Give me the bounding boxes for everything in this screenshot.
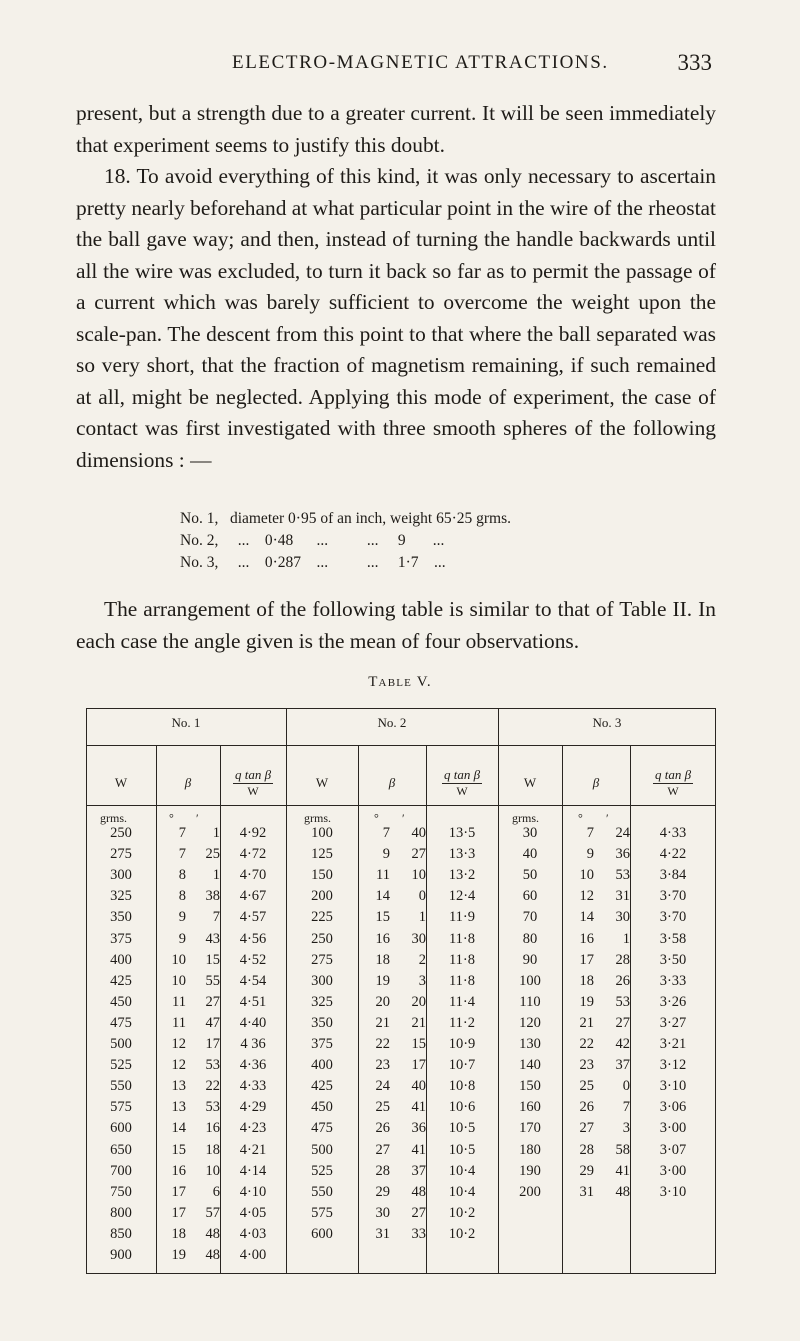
unit-min-3: ′ (606, 811, 609, 825)
cell-no2-w: 325 (311, 993, 333, 1010)
unit-grms-3: grms. (512, 811, 539, 825)
cell-no3-ratio: 3·70 (659, 909, 687, 926)
cell-no3-w: 60 (522, 888, 538, 905)
cell-no2-min: 41 (411, 1141, 426, 1158)
cell-no1-min: 17 (205, 1036, 220, 1052)
cell-no3-w: 90 (522, 951, 538, 968)
cell-no1-ratio: 4·33 (239, 1078, 267, 1095)
group-head-no3: No. 3 (592, 715, 622, 730)
cell-no1-min: 53 (205, 1099, 220, 1116)
cell-no1-ratio: 4·05 (239, 1204, 267, 1221)
cell-no2-ratio: 13·5 (448, 825, 476, 841)
cell-no2-deg: 16 (375, 930, 390, 947)
cell-no3-min: 36 (615, 846, 630, 863)
cell-no2-w: 550 (311, 1183, 333, 1200)
data-table (86, 708, 716, 1274)
cell-no1-w: 375 (110, 930, 132, 947)
cell-no2-ratio: 10·6 (448, 1099, 476, 1116)
cell-no2-ratio: 12·4 (448, 888, 476, 905)
cell-no1-deg: 15 (171, 1141, 186, 1158)
cell-no3-deg: 28 (579, 1141, 594, 1158)
cell-no2-min: 3 (418, 972, 426, 989)
dimension-row-2: No. 2, ... 0·48 ... ... 9 ... (180, 532, 445, 549)
cell-no1-min: 43 (205, 930, 220, 947)
cell-no3-w: 170 (519, 1120, 541, 1137)
cell-no2-w: 400 (311, 1057, 333, 1074)
ratio-denominator-3: W (667, 784, 679, 798)
cell-no2-deg: 23 (375, 1057, 390, 1074)
cell-no1-deg: 10 (171, 951, 186, 968)
col-head-w-3: W (523, 775, 537, 790)
cell-no1-min: 15 (205, 951, 220, 968)
cell-no1-deg: 9 (178, 909, 186, 926)
cell-no1-ratio: 4·23 (239, 1120, 267, 1137)
cell-no2-min: 40 (411, 825, 426, 841)
cell-no1-w: 500 (110, 1036, 132, 1052)
cell-no2-w: 150 (311, 867, 333, 884)
cell-no1-deg: 17 (171, 1183, 186, 1200)
cell-no2-deg: 26 (375, 1120, 390, 1137)
cell-no1-min: 53 (205, 1057, 220, 1074)
cell-no2-w: 475 (311, 1120, 333, 1137)
cell-no3-w: 180 (519, 1141, 541, 1158)
cell-no2-ratio: 10·5 (448, 1141, 476, 1158)
cell-no3-min: 0 (622, 1078, 630, 1095)
cell-no2-w: 100 (311, 825, 333, 841)
cell-no1-min: 57 (205, 1204, 220, 1221)
cell-no1-deg: 8 (178, 867, 186, 884)
ratio-numerator-1: q tan β (234, 767, 272, 782)
cell-no2-w: 250 (311, 930, 333, 947)
col-head-ratio-2 (426, 767, 498, 799)
cell-no3-deg: 12 (579, 888, 594, 905)
cell-no1-w: 425 (110, 972, 132, 989)
cell-no2-min: 17 (411, 1057, 426, 1074)
cell-no1-ratio: 4·92 (239, 825, 267, 841)
unit-deg-1: ° (169, 811, 174, 825)
cell-no3-ratio: 3·27 (659, 1014, 687, 1031)
cell-no2-min: 27 (411, 1204, 426, 1221)
cell-no2-min: 27 (411, 846, 426, 863)
cell-no2-ratio: 11·9 (448, 909, 476, 926)
cell-no3-min: 53 (615, 993, 630, 1010)
cell-no1-min: 7 (212, 909, 220, 926)
unit-deg-3: ° (578, 811, 583, 825)
cell-no3-w: 30 (522, 825, 538, 841)
cell-no3-min: 7 (622, 1099, 630, 1116)
cell-no2-min: 0 (418, 888, 426, 905)
unit-grms-1: grms. (100, 811, 127, 825)
cell-no1-ratio: 4·54 (239, 972, 267, 989)
cell-no1-ratio: 4·51 (239, 993, 267, 1010)
col-head-beta-3: β (592, 775, 600, 790)
col-head-w-1: W (114, 775, 128, 790)
cell-no3-deg: 25 (579, 1078, 594, 1095)
cell-no2-min: 10 (411, 867, 426, 884)
cell-no1-w: 325 (110, 888, 132, 905)
cell-no2-deg: 14 (375, 888, 390, 905)
cell-no2-w: 600 (311, 1225, 333, 1242)
cell-no2-min: 21 (411, 1014, 426, 1031)
cell-no3-ratio: 3·06 (659, 1099, 687, 1116)
cell-no2-deg: 18 (375, 951, 390, 968)
cell-no1-min: 1 (212, 825, 220, 841)
dimension-row-1: No. 1, diameter 0·95 of an inch, weight 65·25 grms. (180, 510, 512, 527)
cell-no1-min: 22 (205, 1078, 220, 1095)
cell-no3-ratio: 3·00 (659, 1162, 687, 1179)
cell-no3-ratio: 3·00 (659, 1120, 687, 1137)
cell-no2-deg: 30 (375, 1204, 390, 1221)
cell-no2-deg: 27 (375, 1141, 390, 1158)
cell-no3-deg: 10 (579, 867, 594, 884)
cell-no1-w: 650 (110, 1141, 132, 1158)
cell-no1-w: 550 (110, 1078, 132, 1095)
cell-no1-deg: 18 (171, 1225, 186, 1242)
cell-no3-ratio: 4·22 (659, 846, 687, 863)
cell-no2-w: 200 (311, 888, 333, 905)
cell-no2-deg: 9 (382, 846, 390, 863)
cell-no1-min: 48 (205, 1247, 220, 1263)
cell-no1-deg: 17 (171, 1204, 186, 1221)
cell-no1-ratio: 4·00 (239, 1247, 267, 1263)
cell-no2-ratio: 10·8 (448, 1078, 476, 1095)
cell-no1-ratio: 4·10 (239, 1183, 267, 1200)
cell-no1-ratio: 4·40 (239, 1014, 267, 1031)
cell-no2-w: 500 (311, 1141, 333, 1158)
cell-no3-ratio: 3·26 (659, 993, 687, 1010)
cell-no1-min: 27 (205, 993, 220, 1010)
cell-no3-min: 58 (615, 1141, 630, 1158)
cell-no2-ratio: 11·2 (448, 1014, 476, 1031)
unit-grms-2: grms. (304, 811, 331, 825)
cell-no2-deg: 21 (375, 1014, 390, 1031)
cell-no2-w: 450 (311, 1099, 333, 1116)
cell-no3-deg: 23 (579, 1057, 594, 1074)
cell-no2-min: 30 (411, 930, 426, 947)
cell-no1-deg: 8 (178, 888, 186, 905)
paragraph-arrangement: The arrangement of the following table is similar to that of Table II. In each case the angle given is the mean of four observations. (76, 597, 716, 653)
cell-no3-w: 100 (519, 972, 541, 989)
cell-no1-deg: 12 (171, 1036, 186, 1052)
cell-no2-ratio: 11·8 (448, 930, 476, 947)
cell-no2-w: 300 (311, 972, 333, 989)
cell-no2-min: 2 (418, 951, 426, 968)
cell-no1-w: 850 (110, 1225, 132, 1242)
cell-no2-ratio: 13·2 (448, 867, 476, 884)
cell-no2-w: 425 (311, 1078, 333, 1095)
cell-no2-w: 225 (311, 909, 333, 926)
dimension-row-3: No. 3, ... 0·287 ... ... 1·7 ... (180, 554, 446, 571)
cell-no3-ratio: 3·58 (659, 930, 687, 947)
cell-no1-ratio: 4·52 (239, 951, 267, 968)
unit-deg-2: ° (374, 811, 379, 825)
cell-no2-min: 48 (411, 1183, 426, 1200)
cell-no3-min: 53 (615, 867, 630, 884)
cell-no3-ratio: 4·33 (659, 825, 687, 841)
cell-no2-ratio: 11·8 (448, 951, 476, 968)
cell-no2-ratio: 13·3 (448, 846, 476, 863)
col-head-ratio-3 (630, 767, 716, 799)
cell-no1-w: 900 (110, 1247, 132, 1263)
cell-no1-deg: 13 (171, 1099, 186, 1116)
cell-no1-w: 250 (110, 825, 132, 841)
cell-no2-w: 525 (311, 1162, 333, 1179)
cell-no3-deg: 18 (579, 972, 594, 989)
cell-no3-w: 200 (519, 1183, 541, 1200)
cell-no1-deg: 16 (171, 1162, 186, 1179)
cell-no3-deg: 29 (579, 1162, 594, 1179)
cell-no3-deg: 31 (579, 1183, 594, 1200)
cell-no3-min: 24 (615, 825, 630, 841)
cell-no3-deg: 17 (579, 951, 594, 968)
cell-no2-min: 37 (411, 1162, 426, 1179)
cell-no1-deg: 14 (171, 1120, 186, 1137)
cell-no1-min: 38 (205, 888, 220, 905)
cell-no3-w: 130 (519, 1036, 541, 1052)
cell-no1-w: 525 (110, 1057, 132, 1074)
cell-no3-w: 70 (522, 909, 538, 926)
cell-no3-min: 31 (615, 888, 630, 905)
cell-no2-w: 575 (311, 1204, 333, 1221)
cell-no3-deg: 19 (579, 993, 594, 1010)
ratio-numerator-2: q tan β (443, 767, 481, 782)
cell-no2-ratio: 10·5 (448, 1120, 476, 1137)
cell-no1-min: 10 (205, 1162, 220, 1179)
cell-no2-ratio: 10·4 (448, 1162, 476, 1179)
cell-no2-w: 350 (311, 1014, 333, 1031)
cell-no3-ratio: 3·21 (659, 1036, 687, 1052)
cell-no3-min: 28 (615, 951, 630, 968)
cell-no3-min: 27 (615, 1014, 630, 1031)
cell-no1-ratio: 4 36 (240, 1036, 266, 1052)
header-rule-upper (86, 745, 716, 746)
cell-no2-deg: 19 (375, 972, 390, 989)
cell-no2-ratio: 10·2 (448, 1204, 476, 1221)
cell-no2-deg: 7 (382, 825, 390, 841)
cell-no1-deg: 19 (171, 1247, 186, 1263)
col-head-ratio-1 (220, 767, 286, 799)
cell-no1-min: 16 (205, 1120, 220, 1137)
cell-no3-w: 120 (519, 1014, 541, 1031)
group-head-no1: No. 1 (171, 715, 201, 730)
cell-no1-min: 47 (205, 1014, 220, 1031)
cell-no2-ratio: 10·4 (448, 1183, 476, 1200)
cell-no1-min: 48 (205, 1225, 220, 1242)
sphere-dimensions (180, 508, 511, 574)
cell-no3-min: 26 (615, 972, 630, 989)
page-number: 333 (677, 50, 712, 75)
cell-no3-min: 3 (622, 1120, 630, 1137)
cell-no2-ratio: 10·7 (448, 1057, 476, 1074)
body-text-after (76, 594, 716, 657)
header-rule-lower (86, 805, 716, 806)
cell-no2-min: 40 (411, 1078, 426, 1095)
cell-no1-ratio: 4·70 (239, 867, 267, 884)
cell-no1-w: 450 (110, 993, 132, 1010)
cell-no3-w: 150 (519, 1078, 541, 1095)
cell-no1-deg: 7 (178, 846, 186, 863)
cell-no2-deg: 15 (375, 909, 390, 926)
cell-no1-w: 475 (110, 1014, 132, 1031)
cell-no2-min: 1 (418, 909, 426, 926)
cell-no3-w: 140 (519, 1057, 541, 1074)
cell-no1-deg: 7 (178, 825, 186, 841)
cell-no3-ratio: 3·70 (659, 888, 687, 905)
cell-no2-deg: 31 (375, 1225, 390, 1242)
cell-no1-ratio: 4·36 (239, 1057, 267, 1074)
cell-no1-deg: 13 (171, 1078, 186, 1095)
cell-no3-deg: 26 (579, 1099, 594, 1116)
cell-no3-min: 41 (615, 1162, 630, 1179)
cell-no1-deg: 12 (171, 1057, 186, 1074)
cell-no1-ratio: 4·14 (239, 1162, 267, 1179)
cell-no2-min: 15 (411, 1036, 426, 1052)
cell-no1-deg: 11 (172, 993, 186, 1010)
cell-no1-deg: 11 (172, 1014, 186, 1031)
cell-no2-w: 375 (311, 1036, 333, 1052)
running-title: ELECTRO-MAGNETIC ATTRACTIONS. (232, 52, 609, 73)
cell-no1-ratio: 4·72 (239, 846, 267, 863)
cell-no3-deg: 22 (579, 1036, 594, 1052)
cell-no1-w: 600 (110, 1120, 132, 1137)
cell-no2-ratio: 10·2 (448, 1225, 476, 1242)
cell-no1-deg: 9 (178, 930, 186, 947)
cell-no3-deg: 14 (579, 909, 594, 926)
cell-no2-w: 125 (311, 846, 333, 863)
paragraph-18: 18. To avoid everything of this kind, it was only necessary to ascertain pretty nearly beforehand at what particular point in the wire of the rheostat the ball gave way; and then, instead of turning the handle backwards until all the wire was excluded, to turn it back so far as to permit the passage of a current which was barely sufficient to overcome the weight upon the scale-pan. The descent from this point to that where the ball separated was so very short, that the fraction of magnetism remaining, if such remained at all, might be neglected. Applying this mode of experiment, the case of contact was first investigated with three smooth spheres of the following dimensions : — (76, 164, 716, 472)
cell-no2-ratio: 10·9 (448, 1036, 476, 1052)
cell-no2-min: 41 (411, 1099, 426, 1116)
cell-no1-ratio: 4·29 (239, 1099, 267, 1116)
cell-no1-min: 55 (205, 972, 220, 989)
cell-no1-w: 700 (110, 1162, 132, 1179)
cell-no3-ratio: 3·84 (659, 867, 687, 884)
cell-no3-min: 1 (622, 930, 630, 947)
cell-no1-ratio: 4·67 (239, 888, 267, 905)
cell-no2-deg: 11 (376, 867, 390, 884)
table-title: Table V. (368, 674, 432, 690)
cell-no1-ratio: 4·57 (239, 909, 267, 926)
cell-no1-min: 18 (205, 1141, 220, 1158)
cell-no1-min: 1 (212, 867, 220, 884)
cell-no3-ratio: 3·10 (659, 1078, 687, 1095)
cell-no3-ratio: 3·12 (659, 1057, 687, 1074)
ratio-denominator-2: W (456, 784, 468, 798)
cell-no2-deg: 25 (375, 1099, 390, 1116)
cell-no1-w: 575 (110, 1099, 132, 1116)
cell-no3-deg: 9 (586, 846, 594, 863)
cell-no1-ratio: 4·21 (239, 1141, 267, 1158)
cell-no1-min: 6 (212, 1183, 220, 1200)
cell-no3-w: 50 (522, 867, 538, 884)
body-text (76, 98, 716, 476)
cell-no3-ratio: 3·33 (659, 972, 687, 989)
cell-no1-w: 750 (110, 1183, 132, 1200)
cell-no3-deg: 16 (579, 930, 594, 947)
unit-min-2: ′ (402, 811, 405, 825)
cell-no2-min: 33 (411, 1225, 426, 1242)
cell-no3-deg: 21 (579, 1014, 594, 1031)
cell-no3-deg: 7 (586, 825, 594, 841)
running-head (0, 52, 800, 82)
col-head-beta-1: β (184, 775, 192, 790)
cell-no2-deg: 29 (375, 1183, 390, 1200)
cell-no2-deg: 20 (375, 993, 390, 1010)
group-head-no2: No. 2 (377, 715, 407, 730)
cell-no1-w: 350 (110, 909, 132, 926)
cell-no1-w: 275 (110, 846, 132, 863)
cell-no3-ratio: 3·50 (659, 951, 687, 968)
cell-no1-deg: 10 (171, 972, 186, 989)
cell-no2-deg: 28 (375, 1162, 390, 1179)
cell-no3-ratio: 3·07 (659, 1141, 687, 1158)
cell-no1-min: 25 (205, 846, 220, 863)
cell-no3-deg: 27 (579, 1120, 594, 1137)
cell-no2-w: 275 (311, 951, 333, 968)
unit-min-1: ′ (196, 811, 199, 825)
paragraph-continuation: present, but a strength due to a greater current. It will be seen immediately that experiment seems to justify this doubt. (76, 101, 716, 157)
ratio-denominator-1: W (247, 784, 259, 798)
cell-no3-min: 48 (615, 1183, 630, 1200)
cell-no3-w: 110 (519, 993, 541, 1010)
cell-no1-w: 400 (110, 951, 132, 968)
cell-no3-min: 42 (615, 1036, 630, 1052)
cell-no1-ratio: 4·56 (239, 930, 267, 947)
cell-no2-min: 36 (411, 1120, 426, 1137)
col-head-w-2: W (315, 775, 329, 790)
cell-no3-min: 30 (615, 909, 630, 926)
cell-no1-ratio: 4·03 (239, 1225, 267, 1242)
cell-no2-min: 20 (411, 993, 426, 1010)
cell-no3-w: 40 (522, 846, 538, 863)
cell-no1-w: 300 (110, 867, 132, 884)
cell-no2-deg: 22 (375, 1036, 390, 1052)
cell-no3-w: 190 (519, 1162, 541, 1179)
cell-no3-w: 160 (519, 1099, 541, 1116)
cell-no3-w: 80 (522, 930, 538, 947)
cell-no2-ratio: 11·4 (448, 993, 476, 1010)
cell-no1-w: 800 (110, 1204, 132, 1221)
cell-no3-ratio: 3·10 (659, 1183, 687, 1200)
cell-no3-min: 37 (615, 1057, 630, 1074)
cell-no2-ratio: 11·8 (448, 972, 476, 989)
col-head-beta-2: β (388, 775, 396, 790)
ratio-numerator-3: q tan β (654, 767, 692, 782)
cell-no2-deg: 24 (375, 1078, 390, 1095)
